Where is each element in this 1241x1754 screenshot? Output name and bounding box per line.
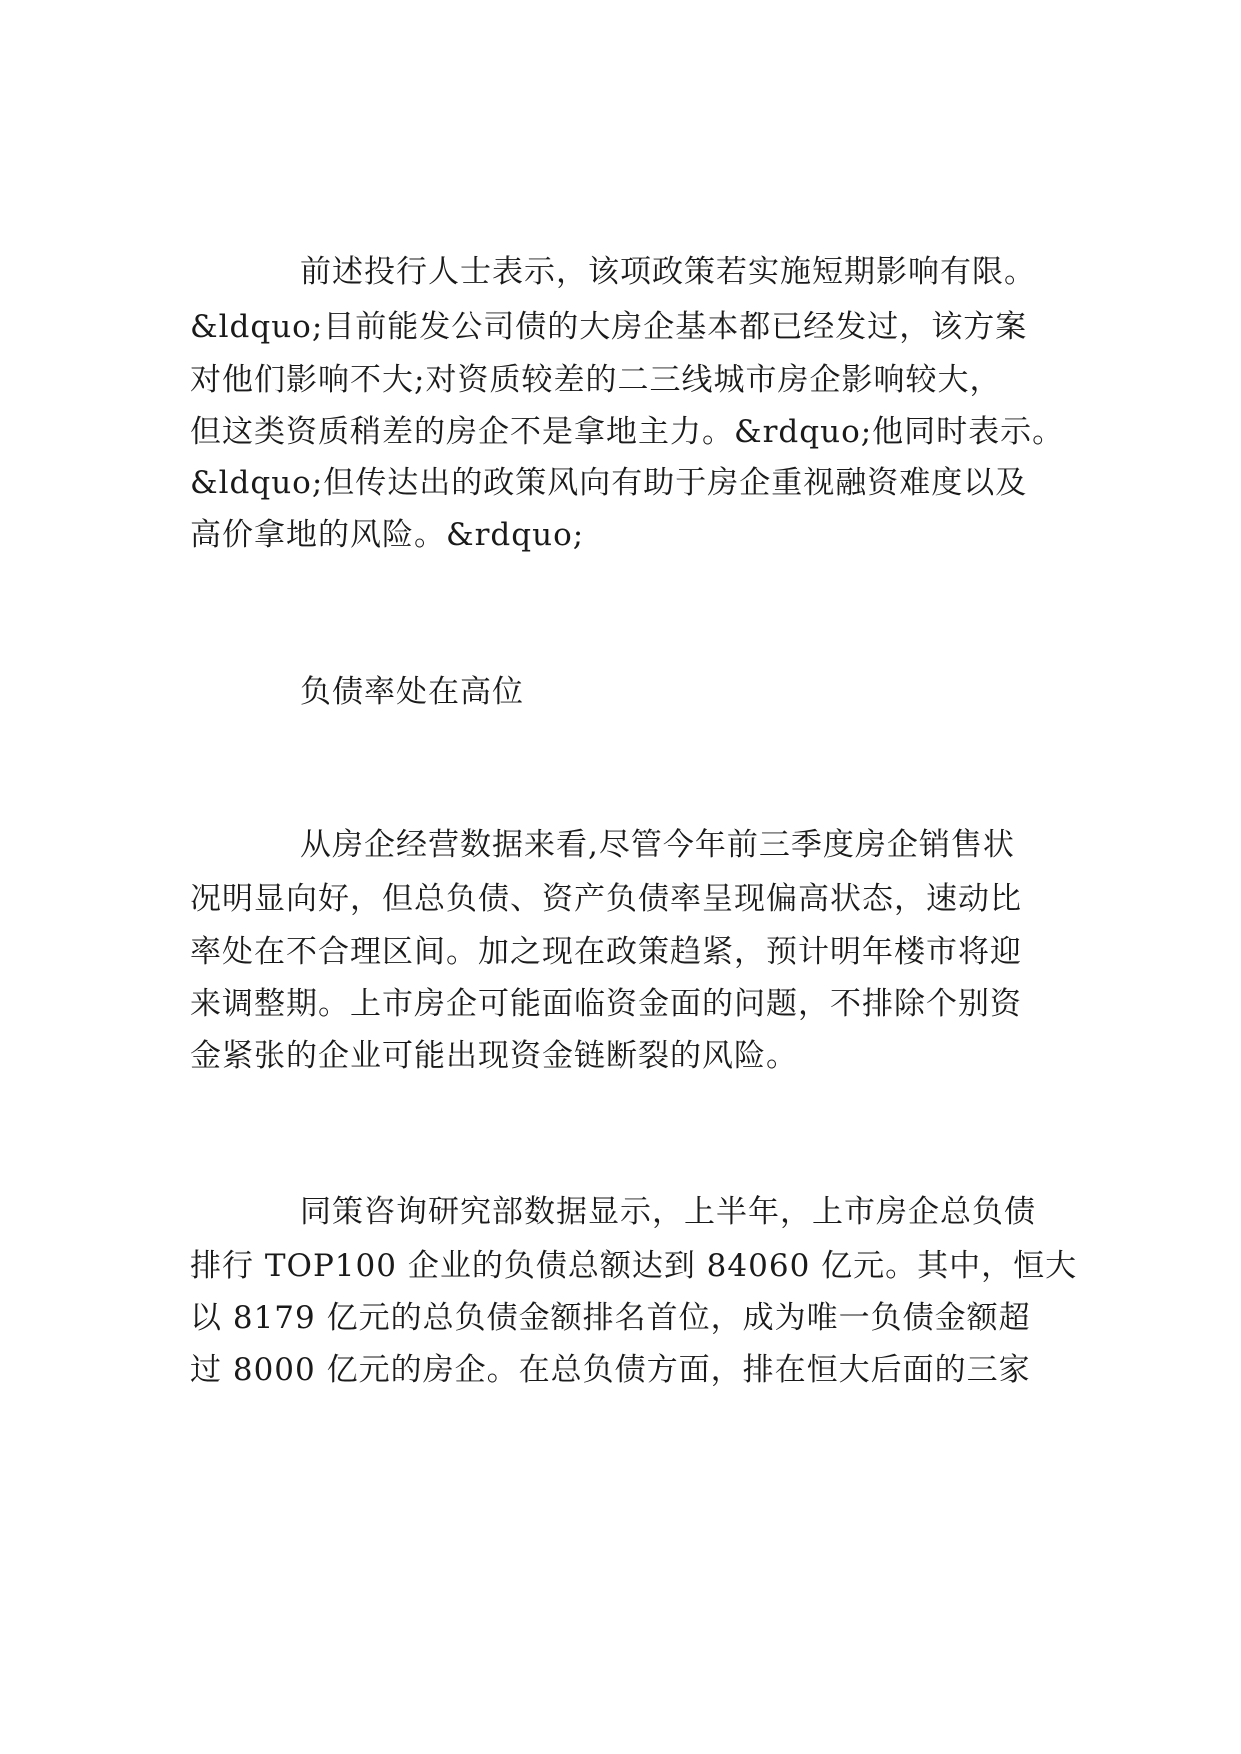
paragraph-3-line-4: 来调整期。上市房企可能面临资金面的问题，不排除个别资 <box>190 986 1022 1022</box>
paragraph-1-line-4: 但这类资质稍差的房企不是拿地主力。&rdquo;他同时表示。 <box>190 414 1065 450</box>
paragraph-3-line-2: 况明显向好，但总负债、资产负债率呈现偏高状态，速动比 <box>190 881 1022 917</box>
paragraph-4-line-3: 以 8179 亿元的总负债金额排名首位，成为唯一负债金额超 <box>190 1300 1031 1336</box>
paragraph-1-line-2: &ldquo;目前能发公司债的大房企基本都已经发过，该方案 <box>190 309 1028 345</box>
paragraph-1-line-1: 前述投行人士表示，该项政策若实施短期影响有限。 <box>300 254 1036 290</box>
paragraph-3-line-3: 率处在不合理区间。加之现在政策趋紧，预计明年楼市将迎 <box>190 934 1022 970</box>
paragraph-4-line-1: 同策咨询研究部数据显示，上半年，上市房企总负债 <box>300 1194 1036 1230</box>
paragraph-1-line-6: 高价拿地的风险。&rdquo; <box>190 517 585 553</box>
paragraph-4-line-2: 排行 TOP100 企业的负债总额达到 84060 亿元。其中，恒大 <box>190 1248 1078 1284</box>
paragraph-4-line-4: 过 8000 亿元的房企。在总负债方面，排在恒大后面的三家 <box>190 1352 1031 1388</box>
paragraph-1-line-3: 对他们影响不大;对资质较差的二三线城市房企影响较大， <box>190 362 1002 398</box>
paragraph-1-line-5: &ldquo;但传达出的政策风向有助于房企重视融资难度以及 <box>190 465 1028 501</box>
paragraph-3-line-5: 金紧张的企业可能出现资金链断裂的风险。 <box>190 1038 798 1074</box>
paragraph-3-line-1: 从房企经营数据来看,尽管今年前三季度房企销售状 <box>300 827 1015 863</box>
section-heading: 负债率处在高位 <box>300 674 524 710</box>
